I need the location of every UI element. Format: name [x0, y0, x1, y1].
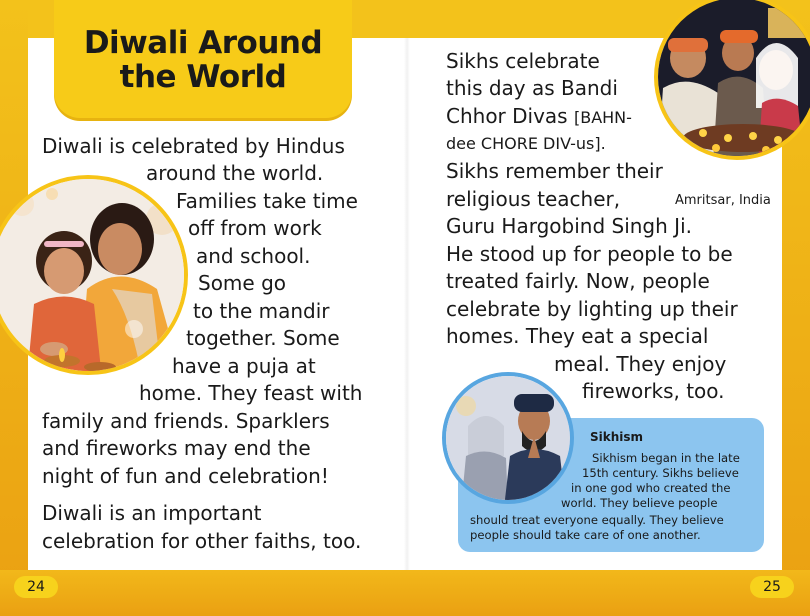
right-text-line: homes. They eat a special [446, 324, 709, 348]
title-line-2: the World [119, 59, 287, 95]
sidebar-text-line: should treat everyone equally. They believe [470, 513, 724, 527]
right-text-line: celebrate by lighting up their [446, 297, 738, 321]
sidebar-text-line: in one god who created the [571, 481, 731, 495]
sidebar-text-line: Sikhism began in the late [592, 451, 740, 465]
left-text-line: to the mandir [193, 299, 330, 323]
left-text-line: Diwali is an important [42, 501, 262, 525]
right-text-line: fireworks, too. [582, 379, 725, 403]
page-number-left: 24 [14, 576, 58, 598]
right-text-line: religious teacher, [446, 187, 621, 211]
right-text-line: this day as Bandi [446, 76, 618, 100]
left-text-line: have a puja at [172, 354, 316, 378]
sidebar-title: Sikhism [590, 430, 644, 444]
pronunciation: dee CHORE DIV-us]. [446, 134, 606, 153]
left-text-line: Some go [198, 271, 287, 295]
left-text-line: off from work [188, 216, 322, 240]
title-line-1: Diwali Around [83, 25, 323, 61]
sikh-praying-photo [442, 372, 574, 504]
left-text-line: night of fun and celebration! [42, 464, 329, 488]
left-text-line: and school. [196, 244, 311, 268]
right-text-line: He stood up for people to be [446, 242, 733, 266]
book-gutter [404, 38, 410, 570]
right-text-line: meal. They enjoy [554, 352, 727, 376]
sidebar-text-line: people should take care of one another. [470, 528, 701, 542]
left-text-line: celebration for other faiths, too. [42, 529, 362, 553]
right-text-line: Sikhs celebrate [446, 49, 600, 73]
right-text-line [446, 103, 632, 132]
photo-caption: Amritsar, India [675, 193, 771, 208]
left-text-line: Diwali is celebrated by Hindus [42, 134, 345, 158]
left-text-line: together. Some [186, 326, 340, 350]
right-text-line: Sikhs remember their [446, 159, 663, 183]
left-text-line: and fireworks may end the [42, 436, 311, 460]
sidebar-text-line: 15th century. Sikhs believe [582, 466, 739, 480]
left-text-line: Families take time [176, 189, 358, 213]
pronunciation: [BAHN- [573, 108, 632, 127]
bottom-border [0, 570, 810, 616]
left-text-line: family and friends. Sparklers [42, 409, 330, 433]
left-text-line: around the world. [146, 161, 324, 185]
sidebar-text-line: world. They believe people [561, 496, 718, 510]
right-text-line: treated fairly. Now, people [446, 269, 710, 293]
left-text-line: home. They feast with [139, 381, 363, 405]
term-bandi-chhor-divas: Chhor Divas [446, 104, 568, 128]
page-title [54, 26, 352, 94]
right-text-line: Guru Hargobind Singh Ji. [446, 214, 692, 238]
page-number-right: 25 [750, 576, 794, 598]
